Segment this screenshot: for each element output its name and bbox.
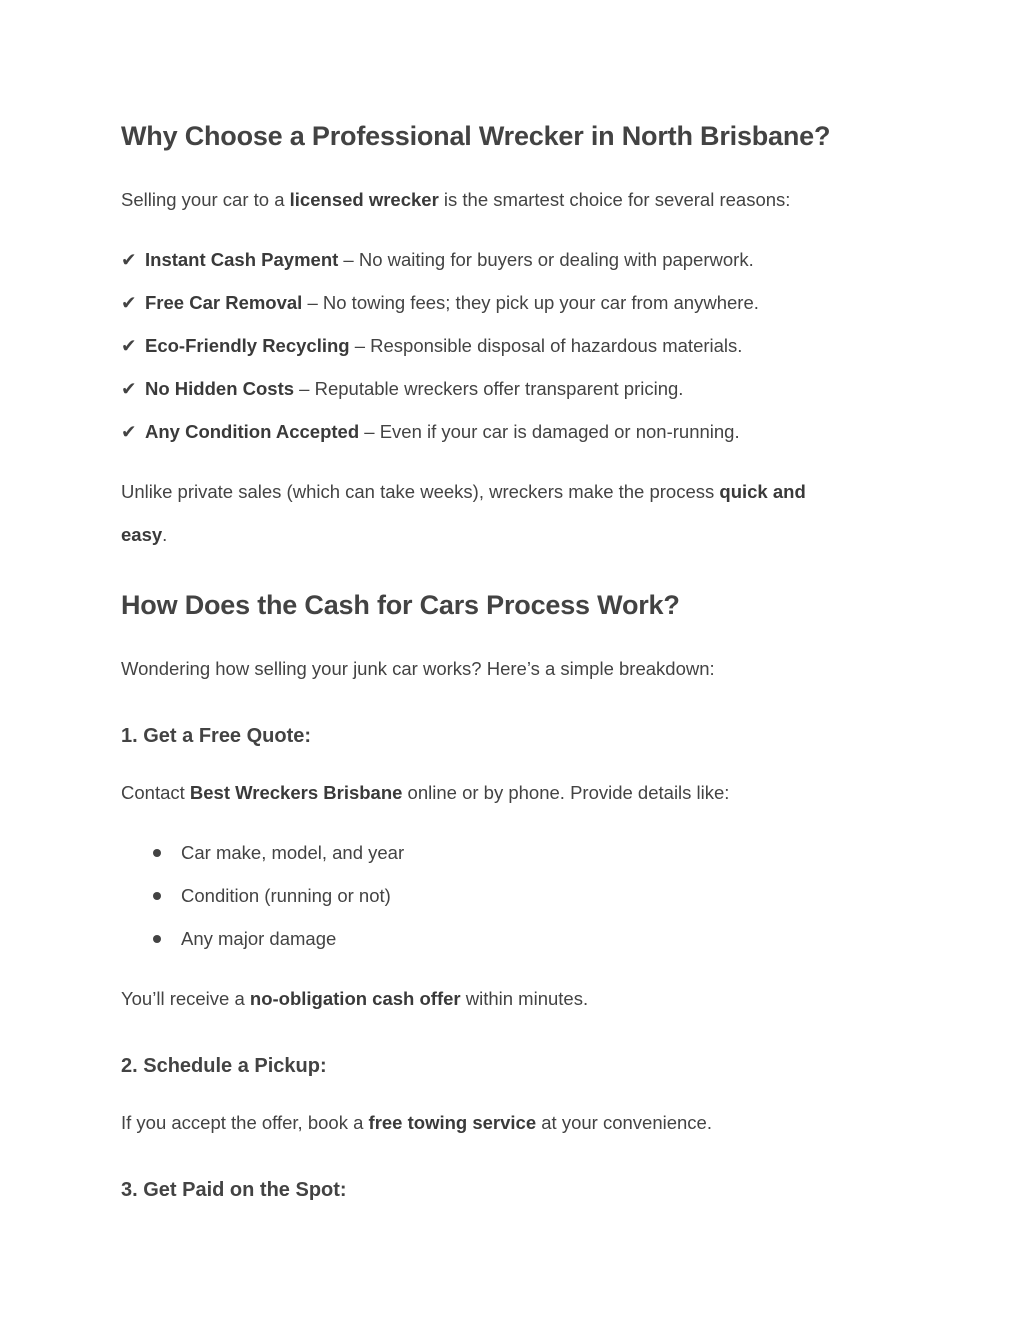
step1-heading: 1. Get a Free Quote:: [121, 725, 312, 747]
benefit-text: – No towing fees; they pick up your car from anywhere.: [302, 292, 759, 313]
benefit-item: [121, 334, 742, 358]
benefit-title: Free Car Removal: [145, 292, 303, 313]
checkmark-icon: ✔: [121, 378, 137, 399]
bullet-dot-icon: [153, 935, 161, 943]
list-item: Any major damage: [181, 928, 337, 949]
benefit-title: No Hidden Costs: [145, 378, 295, 399]
checkmark-icon: ✔: [121, 292, 137, 313]
benefit-item: [121, 420, 740, 444]
section1-heading: Why Choose a Professional Wrecker in North Brisbane?: [121, 121, 831, 151]
benefit-title: Instant Cash Payment: [145, 249, 339, 270]
benefit-title: Eco-Friendly Recycling: [145, 335, 350, 356]
list-item: Car make, model, and year: [181, 842, 405, 863]
benefit-title: Any Condition Accepted: [145, 421, 360, 442]
checkmark-icon: ✔: [121, 421, 137, 442]
bullet-dot-icon: [153, 849, 161, 857]
section2-heading: How Does the Cash for Cars Process Work?: [121, 590, 680, 620]
benefit-text: – No waiting for buyers or dealing with paperwork.: [338, 249, 754, 270]
step1-text: Contact Best Wreckers Brisbane online or by phone. Provide details like:: [121, 782, 730, 803]
benefit-item: [121, 248, 754, 272]
step1-after-text: You’ll receive a no-obligation cash offer within minutes.: [121, 988, 589, 1009]
section1-closing-line1: Unlike private sales (which can take weeks), wreckers make the process quick and: [121, 481, 806, 502]
benefit-item: [121, 291, 759, 315]
benefit-item: [121, 377, 683, 401]
section2-intro: Wondering how selling your junk car works? Here’s a simple breakdown:: [121, 658, 715, 679]
step3-heading: 3. Get Paid on the Spot:: [121, 1179, 347, 1201]
step2-heading: 2. Schedule a Pickup:: [121, 1055, 327, 1077]
benefit-text: – Reputable wreckers offer transparent pricing.: [294, 378, 684, 399]
section1-closing-line2: easy.: [121, 524, 168, 545]
benefit-text: – Responsible disposal of hazardous materials.: [349, 335, 743, 356]
checkmark-icon: ✔: [121, 335, 137, 356]
list-item: Condition (running or not): [181, 885, 391, 906]
step2-text: If you accept the offer, book a free towing service at your convenience.: [121, 1112, 712, 1133]
checkmark-icon: ✔: [121, 249, 137, 270]
benefit-text: – Even if your car is damaged or non-running.: [359, 421, 740, 442]
section1-intro: Selling your car to a licensed wrecker is the smartest choice for several reasons:: [121, 189, 791, 210]
bullet-dot-icon: [153, 892, 161, 900]
intro-bold-term: licensed wrecker: [289, 189, 439, 210]
